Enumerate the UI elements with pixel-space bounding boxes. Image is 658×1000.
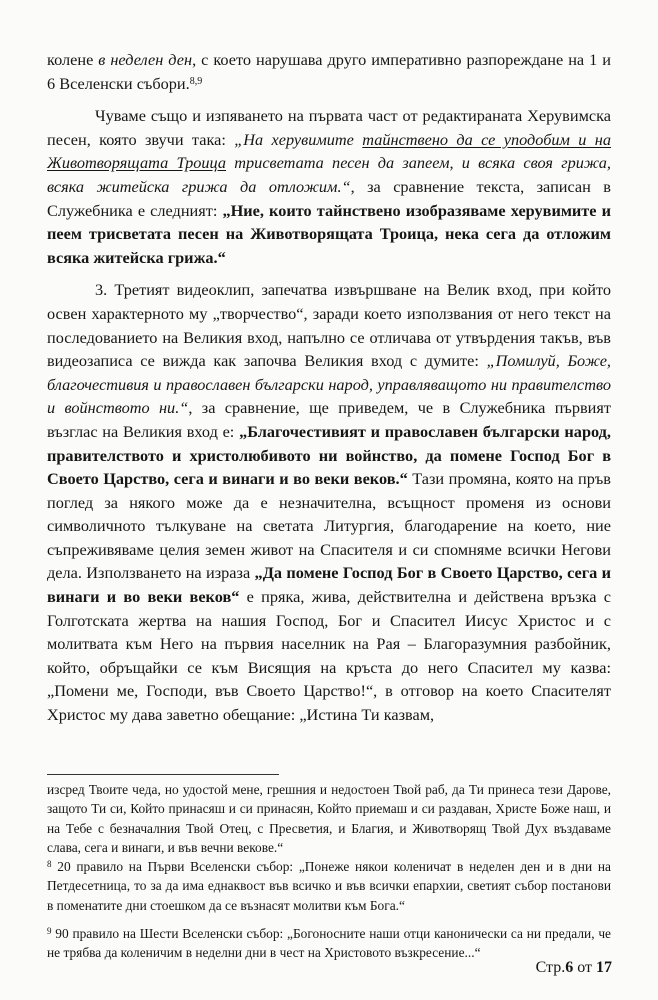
paragraph-3 — [47, 278, 611, 726]
underlined-italic-quote: тайнствено да се уподобим и на Животворящата Троица — [47, 129, 612, 173]
footnote-9 — [47, 924, 611, 963]
italic-run: в неделен ден — [98, 50, 193, 69]
footnote-ref: 8,9 — [189, 75, 203, 87]
italic-quote: трисветата песен да запеем, и всяка своя грижа, всяка житейска грижа да отложим.“ — [47, 153, 611, 196]
bold-quote: „Ние, които тайнствено изобразяваме херувимите и пеем трисветата песен на Животворящата Троица, нека сега да отложим всяка житейска грижа.“ — [47, 200, 611, 267]
main-text — [47, 48, 611, 727]
page-total: 17 — [596, 959, 612, 976]
footnote-8 — [47, 857, 611, 915]
paragraph-2 — [47, 104, 611, 269]
text-run: е пряка, жива, действителна и действена връзка с Голготската жертва на нашия Господ, Бог и Спасител Иисус Христос и с молитвата към Него на първия населник на Рая – Благоразумния разбойник, който, обръщайки се към Висящия на кръста до него Спасител му казва: „Помени ме, Господи, във Своето Царство!“, в отговор на което Спасителят Христос му дава заветно обещание: „Истина Ти казвам, — [47, 587, 611, 725]
page-number — [536, 958, 612, 978]
footnote-text: 90 правило на Шести Вселенски събор: „Богоносните наши отци канонически са ни предали, че не трябва да коленичим в неделни дни в чест на Христовото възкресение...“ — [47, 926, 611, 961]
text-run: Чуваме също и изпяването на първата част от редактираната Херувимска песен, която звучи така: — [47, 106, 611, 149]
paragraph-1 — [47, 48, 611, 95]
text-run: , за сравнение текста, записан в Служебника е следният: — [47, 176, 611, 220]
footnote-separator — [47, 774, 279, 775]
page-current: 6 — [565, 959, 574, 976]
footnote-continuation: изсред Твоите чеда, но удостой мене, грешния и недостоен Твой раб, да Ти принеса тези Дарове, защото Ти си, Който принасяш и си принасян, Който приемаш и си раздаван, Христе Боже наш, и на Тебе с безначалния Твой Отец, с Пресветия, и Благия, и Животворящ Твой Дух въздаваме слава, сега и винаги, и във вечни векове.“ — [47, 782, 611, 855]
text-run: Тази промяна, която на пръв поглед за някого може да е незначителна, всъщност променя из основи символичното тълкуване на светата Литургия, благодарение на което, ние съпреживяваме целия земен живот на Спасителя и си спомняме всички Негови дела. Използването на израза — [47, 469, 611, 583]
page-prefix: Стр. — [535, 959, 566, 976]
italic-quote: „На херувимите — [234, 129, 363, 149]
footnotes — [47, 780, 611, 963]
text-run: , за сравнение, ще приведем, че в Служебника първият възглас на Великия вход е: — [47, 398, 611, 441]
footnote-text: 20 правило на Първи Вселенски събор: „Понеже някои коленичат в неделен ден и в дни на Петдесетница, то за да има еднаквост във всичко и във всички епархии, светият събор постанови в поменатите дни стоешком да се възнасят молитви към Бога.“ — [47, 859, 611, 913]
bold-quote: „Благочестивият и православен български народ, правителството и христолюбивото ни войнство, да помене Господ Бог в Своето Царство, сега и винаги и во веки веков.“ — [47, 421, 611, 489]
text-run: , с което нарушава друго императивно разпореждане на 1 и 6 Вселенски събори. — [47, 50, 611, 93]
page-separator: от — [573, 959, 596, 976]
italic-quote: „Помилуй, Боже, благочестивия и православен български народ, управляващото ни правителство и войнството ни.“ — [47, 351, 612, 418]
footnote-number: 8 — [47, 859, 52, 870]
text-run: 3. Третият видеоклип, запечатва извършване на Велик вход, при който освен характерното му „творчество“, заради което използвания от него текст на последованието на Великия вход, напълно се отличава от утвърдения такъв, във видеозаписа се вижда как започва Великия вход с думите: — [47, 280, 611, 371]
bold-quote: „Да помене Господ Бог в Своето Царство, сега и винаги и во веки веков“ — [47, 563, 611, 607]
footnote-number: 9 — [47, 926, 52, 937]
text-run: колене — [47, 50, 99, 69]
